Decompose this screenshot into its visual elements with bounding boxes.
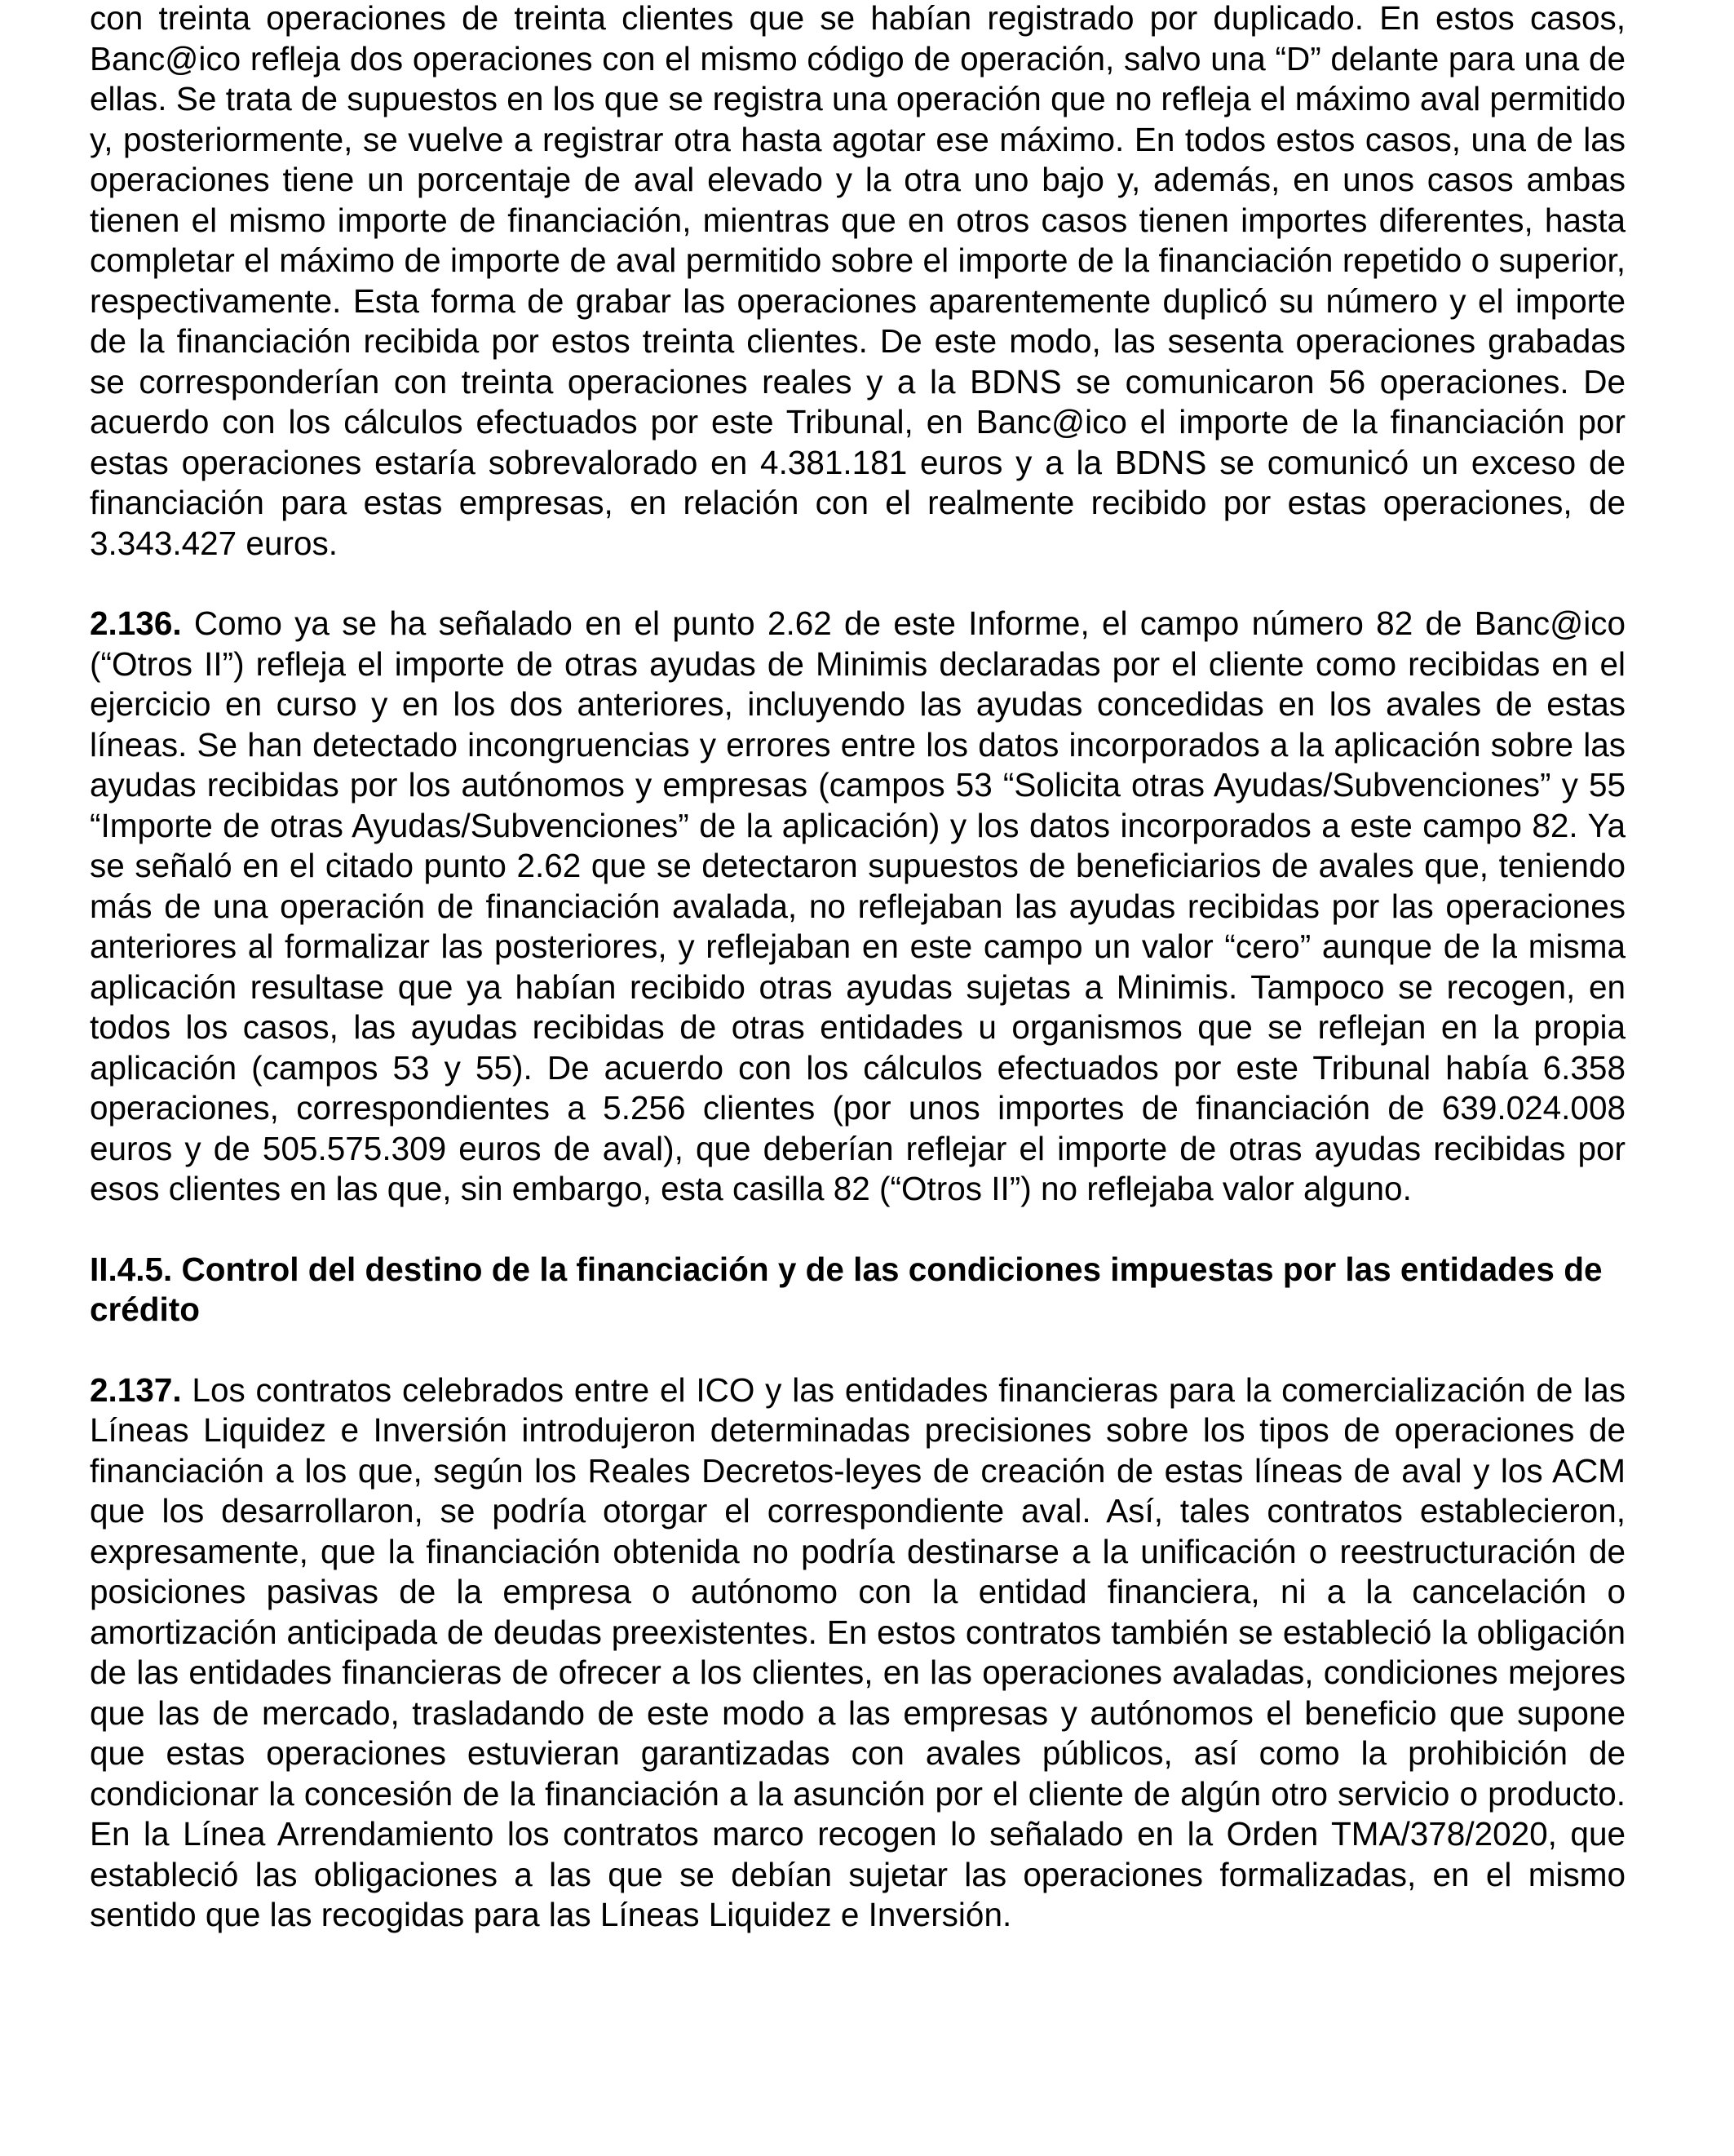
paragraph-2-137	[90, 1370, 1626, 1936]
paragraph-2-137-text: Los contratos celebrados entre el ICO y las entidades financieras para la comercialización de las Líneas Liquidez e Inversión introdujeron determinadas precisiones sobre los tipos de operaciones de financiación a los que, según los Reales Decretos-leyes de creación de estas líneas de aval y los ACM que los desarrollaron, se podría otorgar el correspondiente aval. Así, tales contratos establecieron, expresamente, que la financiación obtenida no podría destinarse a la unificación o reestructuración de posiciones pasivas de la empresa o autónomo con la entidad financiera, ni a la cancelación o amortización anticipada de deudas preexistentes. En estos contratos también se estableció la obligación de las entidades financieras de ofrecer a los clientes, en las operaciones avaladas, condiciones mejores que las de mercado, trasladando de este modo a las empresas y autónomos el beneficio que supone que estas operaciones estuvieran garantizadas con avales públicos, así como la prohibición de condicionar la concesión de la financiación a la asunción por el cliente de algún otro servicio o producto. En la Línea Arrendamiento los contratos marco recogen lo señalado en la Orden TMA/378/2020, que estableció las obligaciones a las que se debían sujetar las operaciones formalizadas, en el mismo sentido que las recogidas para las Líneas Liquidez e Inversión.	[90, 1370, 1626, 1933]
section-heading-ii-4-5: II.4.5. Control del destino de la financiación y de las condiciones impuestas por las entidades de crédito	[90, 1250, 1603, 1328]
paragraph-2-136-text: Como ya se ha señalado en el punto 2.62 de este Informe, el campo número 82 de Banc@ico (“Otros II”) refleja el importe de otras ayudas de Minimis declaradas por el cliente como recibidas en el ejercicio en curso y en los dos anteriores, incluyendo las ayudas concedidas en los avales de estas líneas. Se han detectado incongruencias y errores entre los datos incorporados a la aplicación sobre las ayudas recibidas por los autónomos y empresas (campos 53 “Solicita otras Ayudas/Subvenciones” y 55 “Importe de otras Ayudas/Subvenciones” de la aplicación) y los datos incorporados a este campo 82. Ya se señaló en el citado punto 2.62 que se detectaron supuestos de beneficiarios de avales que, teniendo más de una operación de financiación avalada, no reflejaban las ayudas recibidas por las operaciones anteriores al formalizar las posteriores, y reflejaban en este campo un valor “cero” aunque de la misma aplicación resultase que ya habían recibido otras ayudas sujetas a Minimis. Tampoco se recogen, en todos los casos, las ayudas recibidas de otras entidades u organismos que se reflejan en la propia aplicación (campos 53 y 55). De acuerdo con los cálculos efectuados por este Tribunal había 6.358 operaciones, correspondientes a 5.256 clientes (por unos importes de financiación de 639.024.008 euros y de 505.575.309 euros de aval), que deberían reflejar el importe de otras ayudas recibidas por esos clientes en las que, sin embargo, esta casilla 82 (“Otros II”) no reflejaba valor alguno.	[90, 604, 1626, 1207]
document-page	[90, 0, 1626, 1936]
paragraph-number: 2.136.	[90, 604, 182, 642]
paragraph-continuation	[90, 0, 1626, 564]
paragraph-continuation-text: con treinta operaciones de treinta clientes que se habían registrado por duplicado. En estos casos, Banc@ico refleja dos operaciones con el mismo código de operación, salvo una “D” delante para una de ellas. Se trata de supuestos en los que se registra una operación que no refleja el máximo aval permitido y, posteriormente, se vuelve a registrar otra hasta agotar ese máximo. En todos estos casos, una de las operaciones tiene un porcentaje de aval elevado y la otra uno bajo y, además, en unos casos ambas tienen el mismo importe de financiación, mientras que en otros casos tienen importes diferentes, hasta completar el máximo de importe de aval permitido sobre el importe de la financiación repetido o superior, respectivamente. Esta forma de grabar las operaciones aparentemente duplicó su número y el importe de la financiación recibida por estos treinta clientes. De este modo, las sesenta operaciones grabadas se corresponderían con treinta operaciones reales y a la BDNS se comunicaron 56 operaciones. De acuerdo con los cálculos efectuados por este Tribunal, en Banc@ico el importe de la financiación por estas operaciones estaría sobrevalorado en 4.381.181 euros y a la BDNS se comunicó un exceso de financiación para estas empresas, en relación con el realmente recibido por estas operaciones, de 3.343.427 euros.	[90, 0, 1626, 562]
paragraph-number: 2.137.	[90, 1370, 182, 1409]
paragraph-2-136	[90, 604, 1626, 1210]
